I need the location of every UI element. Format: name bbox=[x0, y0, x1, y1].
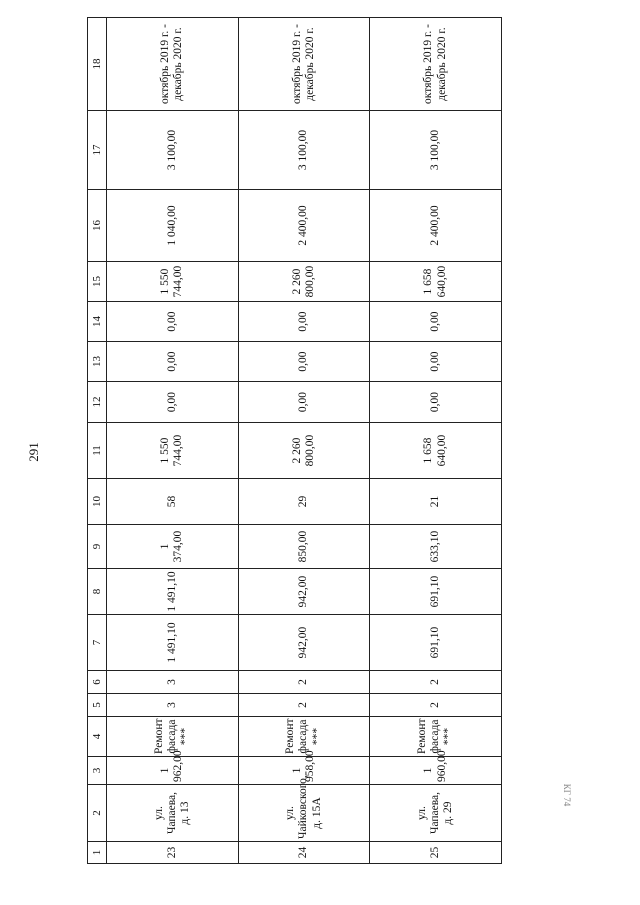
column-header: 8 bbox=[88, 569, 107, 615]
address-cell: ул. Чайковского, д. 15А bbox=[238, 785, 370, 842]
address-cell: ул. Чапаева, д. 13 bbox=[107, 785, 239, 842]
work-type-cell: Ремонт фасада *** bbox=[107, 717, 239, 757]
column-header: 7 bbox=[88, 615, 107, 671]
table-cell: 2 260 800,00 bbox=[238, 423, 370, 479]
period-cell: октябрь 2019 г. - декабрь 2020 г. bbox=[107, 18, 239, 111]
table-cell: 2 bbox=[238, 694, 370, 717]
table-cell: 1 960,00 bbox=[370, 757, 502, 785]
column-header: 13 bbox=[88, 342, 107, 382]
column-header: 6 bbox=[88, 671, 107, 694]
work-type-cell: Ремонт фасада *** bbox=[238, 717, 370, 757]
table-cell: 0,00 bbox=[238, 342, 370, 382]
table-cell: 1 550 744,00 bbox=[107, 262, 239, 302]
table-cell: 2 bbox=[370, 694, 502, 717]
column-header: 15 bbox=[88, 262, 107, 302]
table-cell: 850,00 bbox=[238, 525, 370, 569]
period-cell: октябрь 2019 г. - декабрь 2020 г. bbox=[370, 18, 502, 111]
table-cell: 1 491,10 bbox=[107, 569, 239, 615]
table-cell: 1 040,00 bbox=[107, 190, 239, 262]
table-row bbox=[370, 18, 502, 864]
table-cell: 1 658 640,00 bbox=[370, 262, 502, 302]
column-header: 18 bbox=[88, 18, 107, 111]
row-number: 24 bbox=[238, 842, 370, 864]
table-cell: 0,00 bbox=[107, 342, 239, 382]
column-header: 12 bbox=[88, 382, 107, 423]
column-header: 10 bbox=[88, 479, 107, 525]
table-cell: 1 491,10 bbox=[107, 615, 239, 671]
column-number-row bbox=[88, 18, 107, 864]
table-cell: 691,10 bbox=[370, 569, 502, 615]
table-cell: 2 400,00 bbox=[370, 190, 502, 262]
table-cell: 942,00 bbox=[238, 569, 370, 615]
address-cell: ул. Чапаева, д. 29 bbox=[370, 785, 502, 842]
row-number: 25 bbox=[370, 842, 502, 864]
table-cell: 2 260 800,00 bbox=[238, 262, 370, 302]
period-cell: октябрь 2019 г. - декабрь 2020 г. bbox=[238, 18, 370, 111]
table-cell: 942,00 bbox=[238, 615, 370, 671]
table-cell: 3 100,00 bbox=[238, 111, 370, 190]
table-row bbox=[238, 18, 370, 864]
table-cell: 1 374,00 bbox=[107, 525, 239, 569]
work-type-cell: Ремонт фасада *** bbox=[370, 717, 502, 757]
page-number: 291 bbox=[26, 442, 41, 462]
table-cell: 0,00 bbox=[107, 382, 239, 423]
table-row bbox=[107, 18, 239, 864]
column-header: 16 bbox=[88, 190, 107, 262]
table-cell: 2 400,00 bbox=[238, 190, 370, 262]
table-cell: 58 bbox=[107, 479, 239, 525]
column-header: 5 bbox=[88, 694, 107, 717]
column-header: 4 bbox=[88, 717, 107, 757]
table-cell: 29 bbox=[238, 479, 370, 525]
table-cell: 0,00 bbox=[370, 302, 502, 342]
table-cell: 2 bbox=[370, 671, 502, 694]
table-cell: 0,00 bbox=[370, 342, 502, 382]
table-cell: 3 bbox=[107, 671, 239, 694]
column-header: 3 bbox=[88, 757, 107, 785]
table-cell: 1 658 640,00 bbox=[370, 423, 502, 479]
table-cell: 0,00 bbox=[238, 382, 370, 423]
row-number: 23 bbox=[107, 842, 239, 864]
corner-mark: КГ 74 bbox=[562, 783, 573, 807]
column-header: 14 bbox=[88, 302, 107, 342]
table-cell: 1 962,00 bbox=[107, 757, 239, 785]
column-header: 11 bbox=[88, 423, 107, 479]
column-header: 1 bbox=[88, 842, 107, 864]
column-header: 17 bbox=[88, 111, 107, 190]
table-cell: 3 100,00 bbox=[107, 111, 239, 190]
rotated-table-container bbox=[87, 18, 502, 864]
repair-table bbox=[87, 17, 502, 864]
table-cell: 2 bbox=[238, 671, 370, 694]
table-cell: 0,00 bbox=[370, 382, 502, 423]
column-header: 9 bbox=[88, 525, 107, 569]
table-cell: 1 958,00 bbox=[238, 757, 370, 785]
table-cell: 633,10 bbox=[370, 525, 502, 569]
table-cell: 21 bbox=[370, 479, 502, 525]
table-cell: 0,00 bbox=[107, 302, 239, 342]
table-cell: 691,10 bbox=[370, 615, 502, 671]
table-cell: 3 100,00 bbox=[370, 111, 502, 190]
column-header: 2 bbox=[88, 785, 107, 842]
table-cell: 3 bbox=[107, 694, 239, 717]
table-cell: 0,00 bbox=[238, 302, 370, 342]
table-cell: 1 550 744,00 bbox=[107, 423, 239, 479]
